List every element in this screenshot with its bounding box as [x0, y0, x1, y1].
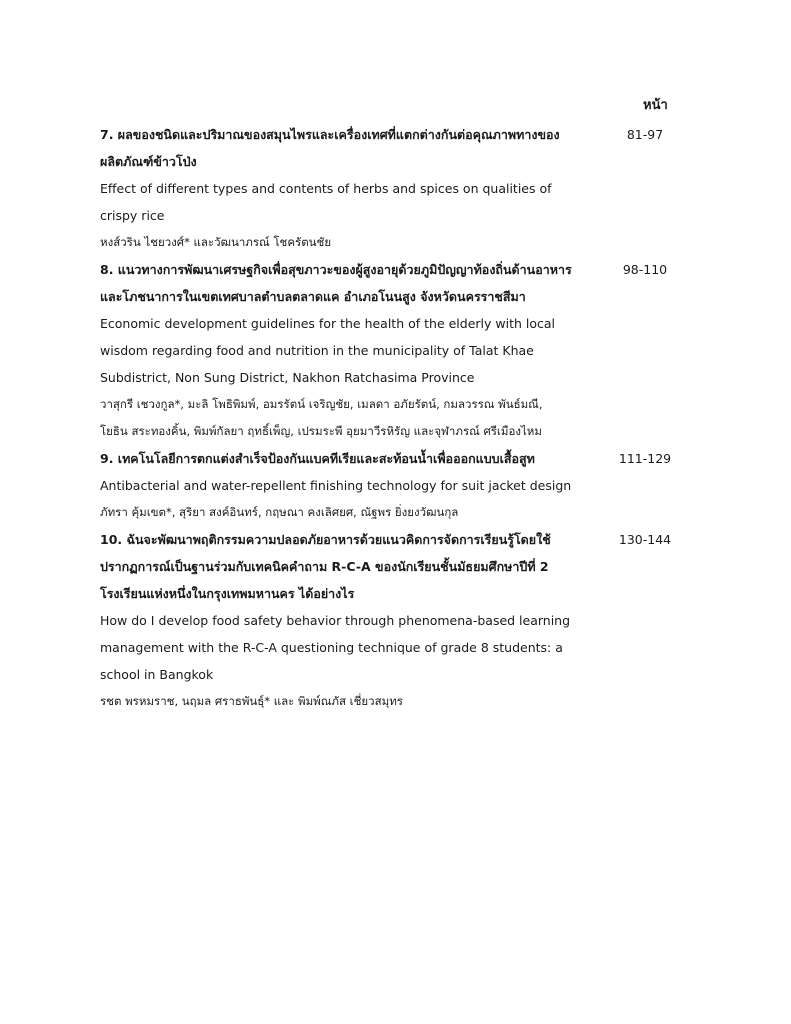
entry-thai-title-line: 8. แนวทางการพัฒนาเศรษฐกิจเพื่อสุขภาวะของผู้สูงอายุด้วยภูมิปัญญาท้องถิ่นด้านอาหาร — [100, 262, 572, 277]
toc-entry — [100, 121, 690, 256]
entry-english-title-line: management with the R-C-A questioning technique of grade 8 students: a — [100, 640, 563, 655]
entry-authors-line: โยธิน สระทองคิ้น, พิมพ์กัลยา ฤทธิ์เพ็ญ, เปรมระพี อุยมาวีรหิรัญ และจุฬาภรณ์ ศรีเมืองไหม — [100, 424, 542, 438]
entry-thai-title-line: 10. ฉันจะพัฒนาพฤติกรรมความปลอดภัยอาหารด้วยแนวคิดการจัดการเรียนรู้โดยใช้ — [100, 532, 551, 547]
entry-thai-title-line: 7. ผลของชนิดและปริมาณของสมุนไพรและเครื่องเทศที่แตกต่างกันต่อคุณภาพทางของ — [100, 127, 560, 142]
entry-authors-line: ภัทรา คุ้มเขต*, สุริยา สงค์อินทร์, กฤษณา คงเลิศยศ, ณัฐพร ยิ่งยงวัฒนกุล — [100, 505, 459, 519]
entry-page-range: 111-129 — [618, 451, 672, 466]
entry-thai-title-line: ผลิตภัณฑ์ข้าวโป่ง — [100, 154, 197, 169]
entry-page-range: 130-144 — [618, 532, 672, 547]
entry-thai-title-line: ปรากฏการณ์เป็นฐานร่วมกับเทคนิคคำถาม R-C-A ของนักเรียนชั้นมัธยมศึกษาปีที่ 2 — [100, 559, 549, 574]
entry-english-title-line: wisdom regarding food and nutrition in the municipality of Talat Khae — [100, 343, 534, 358]
entry-english-title-line: Subdistrict, Non Sung District, Nakhon Ratchasima Province — [100, 370, 475, 385]
toc-entry — [100, 256, 690, 445]
entry-thai-title-line: 9. เทคโนโลยีการตกแต่งสำเร็จป้องกันแบคทีเรียและสะท้อนน้ำเพื่อออกแบบเสื้อสูท — [100, 451, 535, 466]
entry-english-title-line: How do I develop food safety behavior through phenomena-based learning — [100, 613, 571, 628]
entry-english-title-line: school in Bangkok — [100, 667, 214, 682]
table-of-contents — [100, 121, 690, 715]
toc-entry — [100, 526, 690, 715]
entry-thai-title-line: โรงเรียนแห่งหนึ่งในกรุงเทพมหานคร ได้อย่างไร — [100, 586, 355, 601]
entry-authors-line: หงส์วริน ไชยวงศ์* และวัฒนาภรณ์ โชครัตนชัย — [100, 235, 332, 249]
entry-english-title-line: Effect of different types and contents of herbs and spices on qualities of — [100, 181, 552, 196]
entry-page-range: 98-110 — [622, 262, 668, 277]
page-column-heading: หน้า — [643, 98, 668, 113]
toc-entry — [100, 445, 690, 526]
entry-english-title-line: crispy rice — [100, 208, 165, 223]
entry-page-range: 81-97 — [626, 127, 664, 142]
entry-authors-line: วาสุกรี เชวงกูล*, มะลิ โพธิพิมพ์, อมรรัตน์ เจริญชัย, เมลดา อภัยรัตน์, กมลวรรณ พันธ์มณี, — [100, 397, 543, 411]
entry-english-title-line: Antibacterial and water-repellent finishing technology for suit jacket design — [100, 478, 572, 493]
entry-thai-title-line: และโภชนาการในเขตเทศบาลตำบลตลาดแค อำเภอโนนสูง จังหวัดนครราชสีมา — [100, 289, 526, 304]
entry-authors-line: รชต พรหมราช, นฤมล ศราธพันธุ์* และ พิมพ์ณภัส เชี่ยวสมุทร — [100, 694, 403, 708]
entry-english-title-line: Economic development guidelines for the health of the elderly with local — [100, 316, 556, 331]
